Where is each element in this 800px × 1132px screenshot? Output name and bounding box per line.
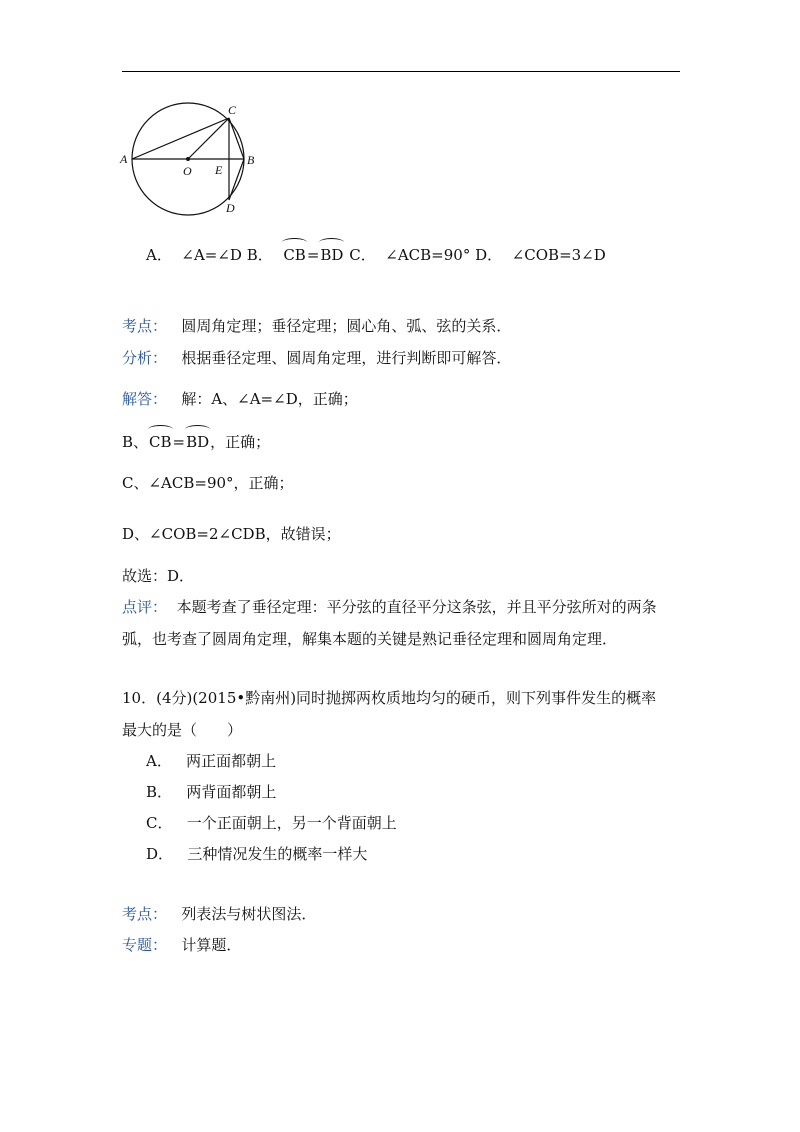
q10-option-c-letter: C．	[146, 814, 173, 832]
q10-kaodian-text: 列表法与树状图法．	[181, 905, 317, 923]
q10-line-2: 最大的是（ ）	[122, 721, 243, 739]
step-b-arc-bd: BD	[186, 433, 210, 451]
step-b-arc-cb: CB	[149, 433, 172, 451]
dianping-text-2: 弧，也考查了圆周角定理，解集本题的关键是熟记垂径定理和圆周角定理．	[122, 630, 618, 648]
q10-option-a-text: 两正面都朝上	[186, 752, 277, 770]
q10-kaodian-label: 考点：	[122, 905, 168, 923]
step-d-row: D、∠COB=2∠CDB，故错误；	[122, 525, 341, 543]
option-c-text: ∠ACB=90°	[385, 246, 471, 264]
label-a: A	[120, 152, 128, 166]
q10-option-d-letter: D．	[146, 845, 174, 863]
fenxi-label: 分析：	[122, 349, 168, 367]
jieda-text: 解：A、∠A=∠D，正确；	[181, 390, 358, 408]
q10-option-a-letter: A．	[146, 752, 172, 770]
dianping-row	[122, 596, 657, 618]
option-b-arc-bd: BD	[320, 246, 344, 264]
fenxi-text: 根据垂径定理、圆周角定理，进行判断即可解答．	[181, 349, 512, 367]
q10-line-1: 10．(4分)(2015•黔南州)同时抛掷两枚质地均匀的硬币，则下列事件发生的概率	[122, 689, 657, 707]
q10-kaodian-row	[122, 903, 316, 925]
q10-zhuanti-row	[122, 934, 241, 956]
option-d-letter: D．	[475, 246, 503, 264]
q10-option-c	[146, 812, 397, 834]
label-c: C	[228, 103, 237, 117]
jieda-row	[122, 388, 358, 410]
step-b-row	[122, 431, 270, 453]
chord-bd	[229, 159, 244, 200]
label-e: E	[215, 163, 223, 177]
step-c-row: C、∠ACB=90°，正确；	[122, 474, 294, 492]
step-b-prefix: B、	[122, 433, 149, 451]
q10-option-d-text: 三种情况发生的概率一样大	[187, 845, 368, 863]
option-c-letter: C．	[349, 246, 376, 264]
label-o: O	[183, 164, 192, 178]
center-point	[186, 157, 190, 161]
kaodian-label: 考点：	[122, 317, 168, 335]
jieda-label: 解答：	[122, 390, 168, 408]
dianping-text-1: 本题考查了垂径定理：平分弦的直径平分这条弦，并且平分弦所对的两条	[176, 598, 657, 616]
dianping-label: 点评：	[122, 598, 168, 616]
step-b-suffix: ，正确；	[210, 433, 271, 451]
option-b-eq: =	[306, 246, 320, 264]
option-a-text: ∠A=∠D	[181, 246, 242, 264]
chord-ac	[132, 118, 229, 159]
step-b-eq: =	[172, 433, 186, 451]
header-rule	[122, 71, 680, 72]
option-b-arc-cb: CB	[283, 246, 306, 264]
option-b-letter: B．	[246, 246, 273, 264]
label-b: B	[247, 153, 255, 167]
q10-option-b	[146, 781, 276, 803]
q10-option-c-text: 一个正面朝上，另一个背面朝上	[186, 814, 397, 832]
fenxi-row	[122, 347, 511, 369]
radius-oc	[188, 118, 229, 159]
q10-option-b-letter: B．	[146, 783, 173, 801]
kaodian-row	[122, 315, 511, 337]
answer-row: 故选：D．	[122, 567, 195, 585]
label-d: D	[226, 201, 235, 215]
q10-option-d	[146, 843, 367, 865]
q10-zhuanti-text: 计算题．	[181, 936, 242, 954]
q10-option-b-text: 两背面都朝上	[186, 783, 277, 801]
q10-option-a	[146, 750, 276, 772]
option-d-text: ∠COB=3∠D	[511, 246, 606, 264]
chord-cb	[229, 118, 244, 159]
circle-figure	[118, 100, 268, 220]
option-a-letter: A．	[146, 246, 172, 264]
options-line	[146, 244, 606, 266]
kaodian-text: 圆周角定理；垂径定理；圆心角、弧、弦的关系．	[181, 317, 512, 335]
q10-zhuanti-label: 专题：	[122, 936, 168, 954]
